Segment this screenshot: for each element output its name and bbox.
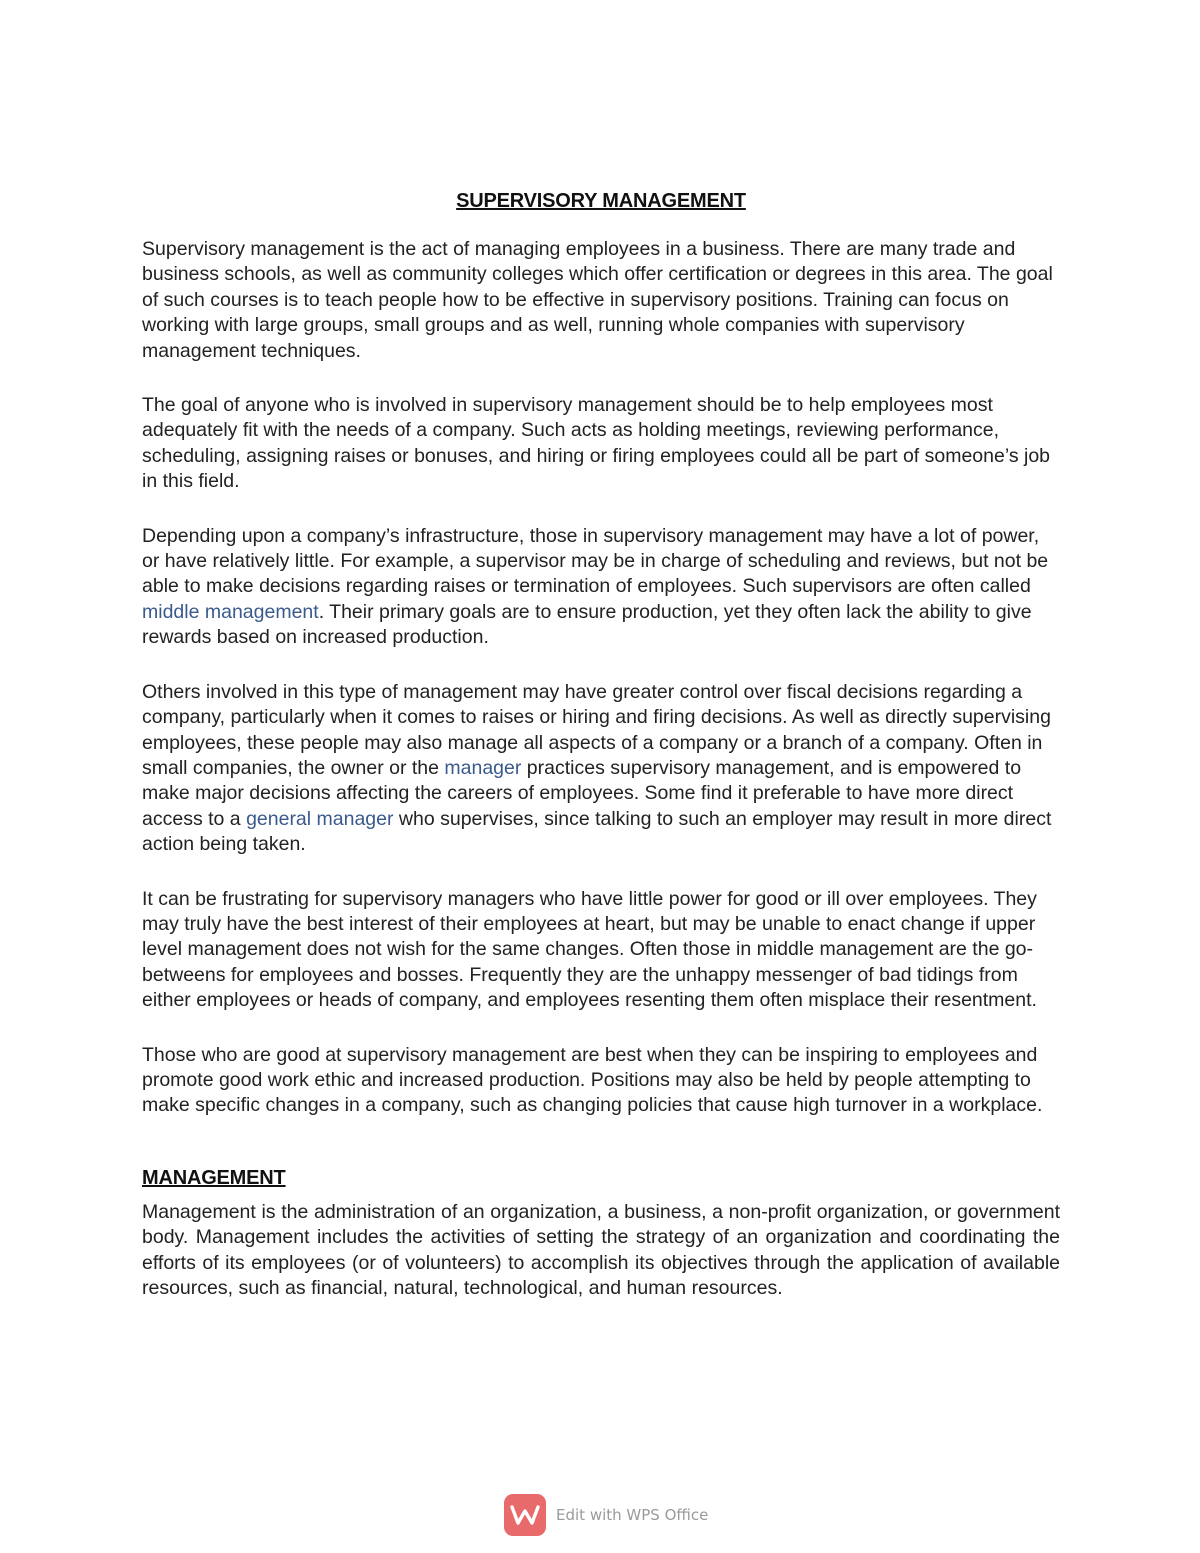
document-title: SUPERVISORY MANAGEMENT (456, 190, 746, 212)
paragraph-text: who supervises, since talking to such an employer may result in more direct action being taken. (142, 807, 1052, 856)
paragraph-good-supervisors: Those who are good at supervisory management are best when they can be inspiring to employees and promote good work ethic and increased production. Positions may also be held by people attempting to make specific changes in a company, such as changing policies that cause high turnover in a workplace. (142, 1043, 1043, 1117)
paragraph-fiscal-control (142, 680, 1060, 858)
paragraph-text: . Their primary goals are to ensure production, yet they often lack the ability to give rewards based on increased production. (142, 600, 1032, 649)
paragraph-intro: Supervisory management is the act of managing employees in a business. There are many trade and business schools, as well as community colleges which offer certification or degrees in this area. The goal of such courses is to teach people how to be effective in supervisory positions. Training can focus on working with large groups, small groups and as well, running whole companies with supervisory management techniques. (142, 238, 1053, 362)
paragraph-frustration: It can be frustrating for supervisory managers who have little power for good or ill over employees. They may truly have the best interest of their employees at heart, but may be unable to enact change if upper level management does not wish for the same changes. Often those in middle management are the go-betweens for employees and bosses. Frequently they are the unhappy messenger of bad tidings from either employees or heads of company, and employees resenting them often misplace their resentment. (142, 887, 1037, 1012)
wps-w-icon (504, 1494, 546, 1536)
paragraph-infrastructure (142, 524, 1060, 651)
paragraph-goal: The goal of anyone who is involved in supervisory management should be to help employees most adequately fit with the needs of a company. Such acts as holding meetings, reviewing performance, scheduling, assigning raises or bonuses, and hiring or firing employees could all be part of someone’s job in this field. (142, 394, 1051, 493)
paragraph-text: Others involved in this type of management may have greater control over fiscal decisions regarding a company, particularly when it comes to raises or hiring and firing decisions. As well as directly supervising employees, these people may also manage all aspects of a company or a branch of a company. Often in small companies, the owner or the (142, 680, 1051, 779)
wps-w-glyph (510, 1504, 540, 1526)
paragraph-text: practices supervisory management, and is empowered to make major decisions affecting the careers of employees. Some find it preferable to have more direct access to a (142, 756, 1022, 830)
wps-edit-badge[interactable] (504, 1492, 708, 1538)
paragraph-management-definition: Management is the administration of an organization, a business, a non-profit organization, or government body. Management includes the activities of setting the strategy of an organization and coordinating the efforts of its employees (or of volunteers) to accomplish its objectives through the application of available resources, such as financial, natural, technological, and human resources. (142, 1200, 1060, 1299)
wps-badge-label: Edit with WPS Office (556, 1506, 709, 1524)
link-general-manager[interactable]: general manager (246, 807, 394, 830)
paragraph-text: Depending upon a company’s infrastructure, those in supervisory management may have a lot of power, or have relatively little. For example, a supervisor may be in charge of scheduling and reviews, but not be able to make decisions regarding raises or termination of employees. Such supervisors are often called (142, 524, 1049, 598)
link-middle-management[interactable]: middle management (142, 600, 319, 623)
link-manager[interactable]: manager (444, 756, 522, 779)
section-title-management: MANAGEMENT (142, 1166, 286, 1189)
document-page (142, 190, 1060, 1330)
